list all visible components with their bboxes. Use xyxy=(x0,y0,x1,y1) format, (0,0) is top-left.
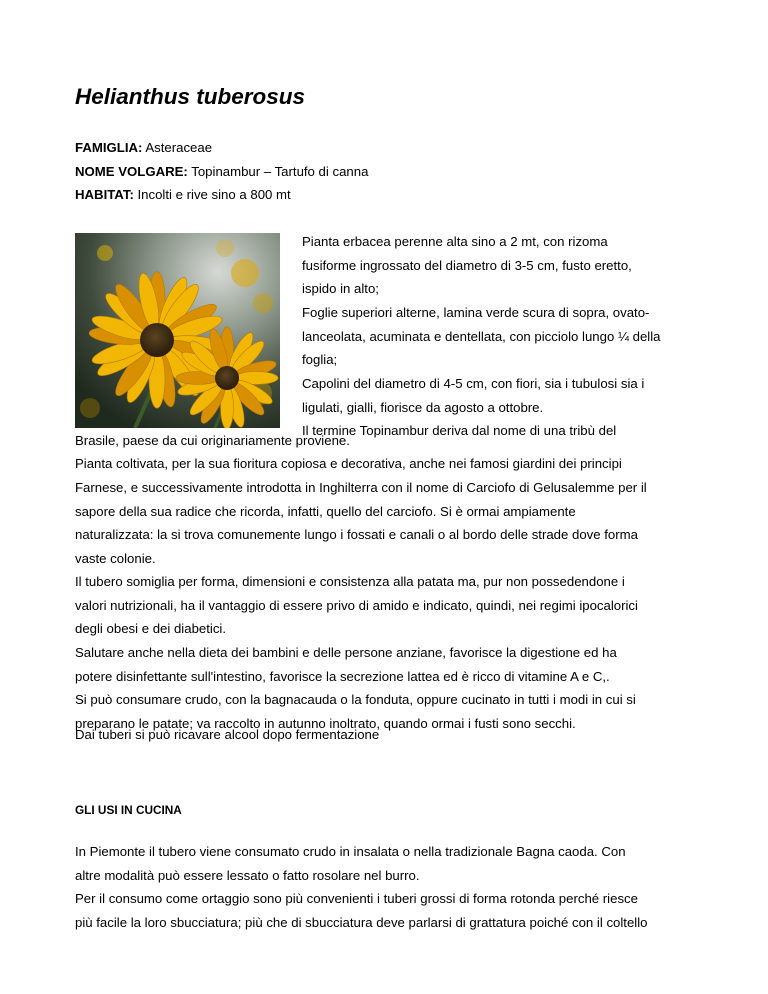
section-heading-cucina: GLI USI IN CUCINA xyxy=(75,803,182,817)
description-line: Foglie superiori alterne, lamina verde scura di sopra, ovato- xyxy=(302,305,650,320)
description-line: lanceolata, acuminata e dentellata, con picciolo lungo ¼ della xyxy=(302,329,661,344)
description-line: Farnese, e successivamente introdotta in Inghilterra con il nome di Carciofo di Gelusalemme per il xyxy=(75,480,647,495)
description-line: Il tubero somiglia per forma, dimensioni e consistenza alla patata ma, pur non possedendone i xyxy=(75,574,625,589)
nome-volgare-value: Topinambur – Tartufo di canna xyxy=(187,164,369,179)
cucina-line: più facile la loro sbucciatura; più che di sbucciatura deve parlarsi di grattatura poiché con il coltello xyxy=(75,915,648,930)
description-line: Capolini del diametro di 4-5 cm, con fiori, sia i tubulosi sia i xyxy=(302,376,645,391)
description-line: Si può consumare crudo, con la bagnacauda o la fonduta, oppure cucinato in tutti i modi in cui si xyxy=(75,692,636,707)
cucina-line: In Piemonte il tubero viene consumato crudo in insalata o nella tradizionale Bagna caoda. Con xyxy=(75,844,626,859)
description-line: degli obesi e dei diabetici. xyxy=(75,621,227,636)
description-line: valori nutrizionali, ha il vantaggio di essere privo di amido e indicato, quindi, nei regimi ipocalorici xyxy=(75,598,638,613)
description-line: Pianta erbacea perenne alta sino a 2 mt, con rizoma xyxy=(302,234,608,249)
description-line: Brasile, paese da cui originariamente proviene. xyxy=(75,433,350,448)
cucina-line: altre modalità può essere lessato o fatto rosolare nel burro. xyxy=(75,868,420,883)
description-line: ispido in alto; xyxy=(302,281,379,296)
nome-volgare-field xyxy=(75,162,368,182)
description-line: Dai tuberi si può ricavare alcool dopo fermentazione xyxy=(75,727,380,742)
habitat-value: Incolti e rive sino a 800 mt xyxy=(133,187,291,202)
famiglia-label: FAMIGLIA: xyxy=(75,140,143,155)
description-line: ligulati, gialli, fiorisce da agosto a ottobre. xyxy=(302,400,544,415)
description-line: Il termine Topinambur deriva dal nome di una tribù del xyxy=(302,423,617,438)
flower-disk xyxy=(140,323,174,357)
description-line: Salutare anche nella dieta dei bambini e delle persone anziane, favorisce la digestione ed ha xyxy=(75,645,617,660)
famiglia-value: Asteraceae xyxy=(142,140,213,155)
description-line: vaste colonie. xyxy=(75,551,156,566)
description-line: foglia; xyxy=(302,352,338,367)
description-line: naturalizzata: la si trova comunemente lungo i fossati e canali o al bordo delle strade dove forma xyxy=(75,527,638,542)
description-line: fusiforme ingrossato del diametro di 3-5 cm, fusto eretto, xyxy=(302,258,632,273)
habitat-label: HABITAT: xyxy=(75,187,134,202)
second-flower xyxy=(176,327,278,428)
famiglia-field xyxy=(75,138,212,158)
description-line: sapore della sua radice che ricorda, infatti, quello del carciofo. Si è ormai ampiamente xyxy=(75,504,576,519)
habitat-field xyxy=(75,185,291,205)
description-line: preparano le patate; va raccolto in autunno inoltrato, quando ormai i fusti sono secchi. xyxy=(75,716,576,731)
nome-volgare-label: NOME VOLGARE: xyxy=(75,164,188,179)
flower-disk xyxy=(215,366,239,390)
description-line: Pianta coltivata, per la sua fioritura copiosa e decorativa, anche nei famosi giardini dei principi xyxy=(75,456,622,471)
cucina-line: Per il consumo come ortaggio sono più convenienti i tuberi grossi di forma rotonda perché riesce xyxy=(75,891,638,906)
description-line: potere disinfettante sull'intestino, favorisce la secrezione lattea ed è ricco di vitamine A e C,. xyxy=(75,669,610,684)
sunflower-photo xyxy=(75,233,280,428)
page-title: Helianthus tuberosus xyxy=(75,84,306,109)
